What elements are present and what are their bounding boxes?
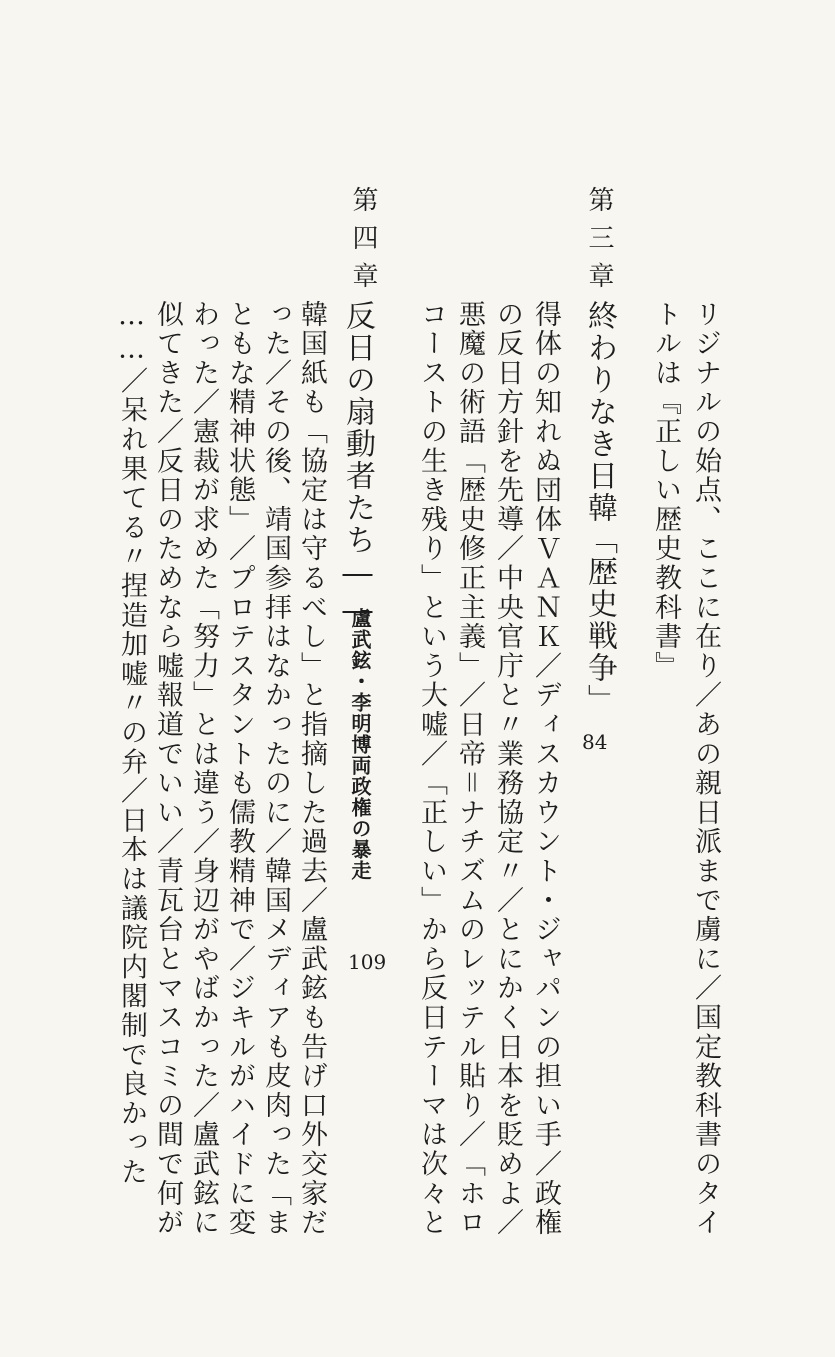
chapter4-line-1: 韓国紙も「協定は守るべし」と指摘した過去／盧武鉉も告げ口外交家だ (296, 300, 327, 1238)
chapter4-line-2: った／その後、靖国参拝はなかったのに／韓国メディアも皮肉った「ま (260, 300, 291, 1238)
chapter4-heading (342, 300, 382, 900)
chapter4-line-5: 似てきた／反日のためなら嘘報道でいい／青瓦台とマスコミの間で何が (152, 300, 183, 1238)
chapter3-line-3: 悪魔の術語「歴史修正主義」／日帝＝ナチズムのレッテル貼り／「ホロ (454, 300, 485, 1238)
chapter4-label: 第四章 (348, 186, 378, 300)
chapter3-line-2: の反日方針を先導／中央官庁と〃業務協定〃／とにかく日本を貶めよ／ (492, 300, 523, 1238)
chapter3-label: 第三章 (584, 186, 614, 300)
chapter4-title: 反日の扇動者たち―― (340, 300, 375, 630)
chapter3-title: 終わりなき日韓「歴史戦争」 (582, 300, 617, 716)
prev-section-line-1: リジナルの始点、ここに在り／あの親日派まで虜に／国定教科書のタイ (690, 300, 721, 1238)
chapter4-line-6: ……／呆れ果てる〃捏造加嘘〃の弁／日本は議院内閣制で良かった (116, 300, 147, 1187)
chapter3-line-4: コーストの生き残り」という大嘘／「正しい」から反日テーマは次々と (416, 300, 447, 1238)
chapter4-line-4: わった／憲裁が求めた「努力」とは違う／身辺がやばかった／盧武鉉に (188, 300, 219, 1238)
chapter3-page-number: 84 (582, 730, 608, 754)
prev-section-line-2: トルは『正しい歴史教科書』 (650, 300, 681, 681)
chapter4-line-3: ともな精神状態」／プロテスタントも儒教精神で／ジキルがハイドに変 (224, 300, 255, 1238)
chapter4-page-number: 109 (348, 950, 387, 974)
chapter3-line-1: 得体の知れぬ団体ＶＡＮＫ／ディスカウント・ジャパンの担い手／政権 (530, 300, 561, 1238)
chapter4-subtitle: 盧武鉉・李明博両政権の暴走 (348, 608, 372, 881)
